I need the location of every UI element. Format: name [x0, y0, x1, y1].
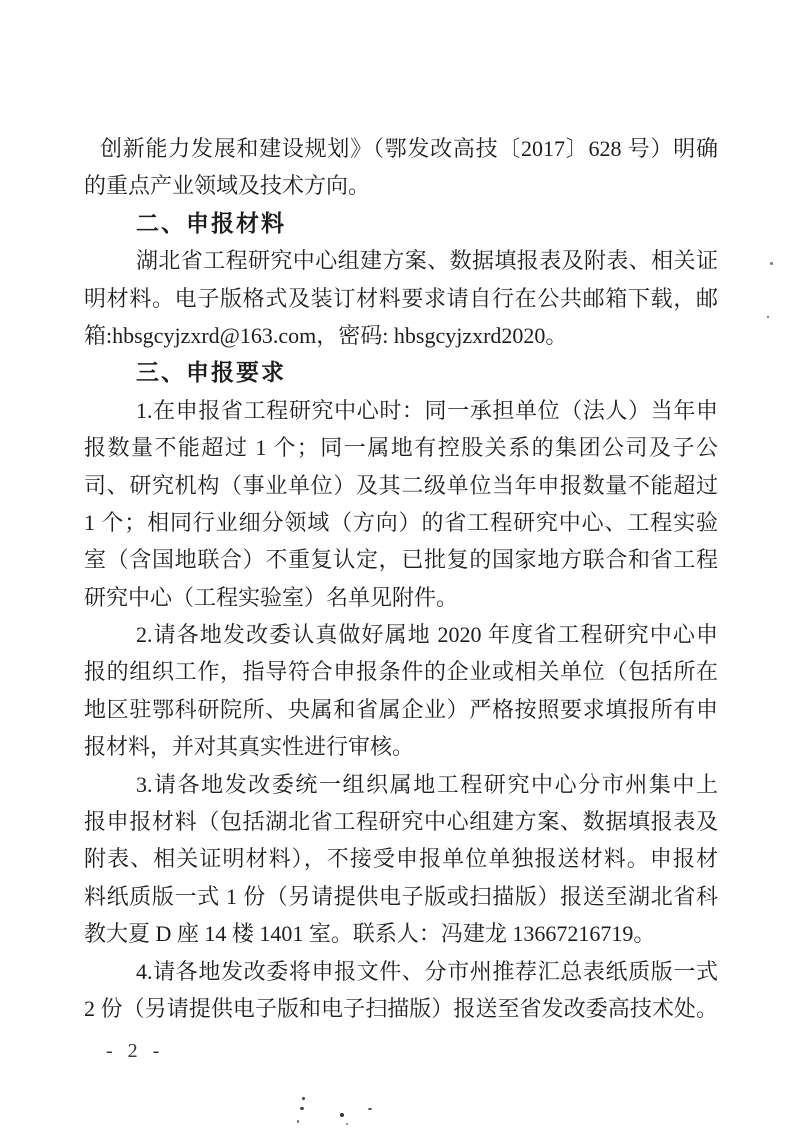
document-line: 3.请各地发改委统一组织属地工程研究中心分市州集中上 [136, 771, 718, 797]
document-line: 司、研究机构（事业单位）及其二级单位当年申报数量不能超过 [84, 472, 718, 498]
document-line: 附表、相关证明材料），不接受申报单位单独报送材料。申报材 [84, 846, 718, 872]
document-line: 报申报材料（包括湖北省工程研究中心组建方案、数据填报表及 [84, 809, 718, 835]
document-line: 的重点产业领域及技术方向。 [84, 173, 371, 199]
document-line-contact: 教大夏 D 座 14 楼 1401 室。联系人：冯建龙 13667216719。 [84, 921, 656, 947]
scan-speck [767, 316, 769, 318]
scan-speck [300, 1107, 304, 1110]
document-line: 报材料，并对其真实性进行审核。 [84, 734, 415, 760]
document-line: 报数量不能超过 1 个；同一属地有控股关系的集团公司及子公 [84, 435, 718, 461]
document-line: 创新能力发展和建设规划》（鄂发改高技〔2017〕628 号）明确 [100, 136, 718, 161]
document-line: 明材料。电子版格式及装订材料要求请自行在公共邮箱下载，邮 [84, 285, 718, 311]
document-line-email: 箱:hbsgcyjzxrd@163.com，密码: hbsgcyjzxrd2020。 [84, 322, 568, 348]
document-line: 地区驻鄂科研院所、央属和省属企业）严格按照要求填报所有申 [84, 696, 718, 722]
document-line: 湖北省工程研究中心组建方案、数据填报表及附表、相关证 [136, 248, 718, 274]
page-number: - 2 - [106, 1040, 165, 1062]
scan-speck [297, 1120, 299, 1123]
document-body [84, 130, 718, 1027]
section-heading-requirements: 三、申报要求 [136, 359, 286, 386]
document-line: 料纸质版一式 1 份（另请提供电子版或扫描版）报送至湖北省科 [84, 883, 718, 909]
scan-speck [340, 1113, 344, 1117]
scan-speck [302, 1097, 305, 1100]
document-line: 1 个；相同行业细分领域（方向）的省工程研究中心、工程实验 [84, 509, 718, 535]
document-line: 研究中心（工程实验室）名单见附件。 [84, 584, 459, 610]
document-line: 室（含国地联合）不重复认定，已批复的国家地方联合和省工程 [84, 547, 718, 573]
section-heading-materials: 二、申报材料 [136, 209, 286, 236]
document-line: 报的组织工作，指导符合申报条件的企业或相关单位（包括所在 [84, 659, 718, 685]
document-line: 4.请各地发改委将申报文件、分市州推荐汇总表纸质版一式 [136, 958, 718, 984]
scan-speck [346, 1123, 348, 1125]
document-line: 2.请各地发改委认真做好属地 2020 年度省工程研究中心申 [136, 622, 718, 648]
document-line: 2 份（另请提供电子版和电子扫描版）报送至省发改委高技术处。 [84, 995, 718, 1021]
scan-speck [770, 262, 773, 265]
document-line: 1.在申报省工程研究中心时：同一承担单位（法人）当年申 [136, 397, 718, 423]
scan-speck [368, 1108, 372, 1110]
